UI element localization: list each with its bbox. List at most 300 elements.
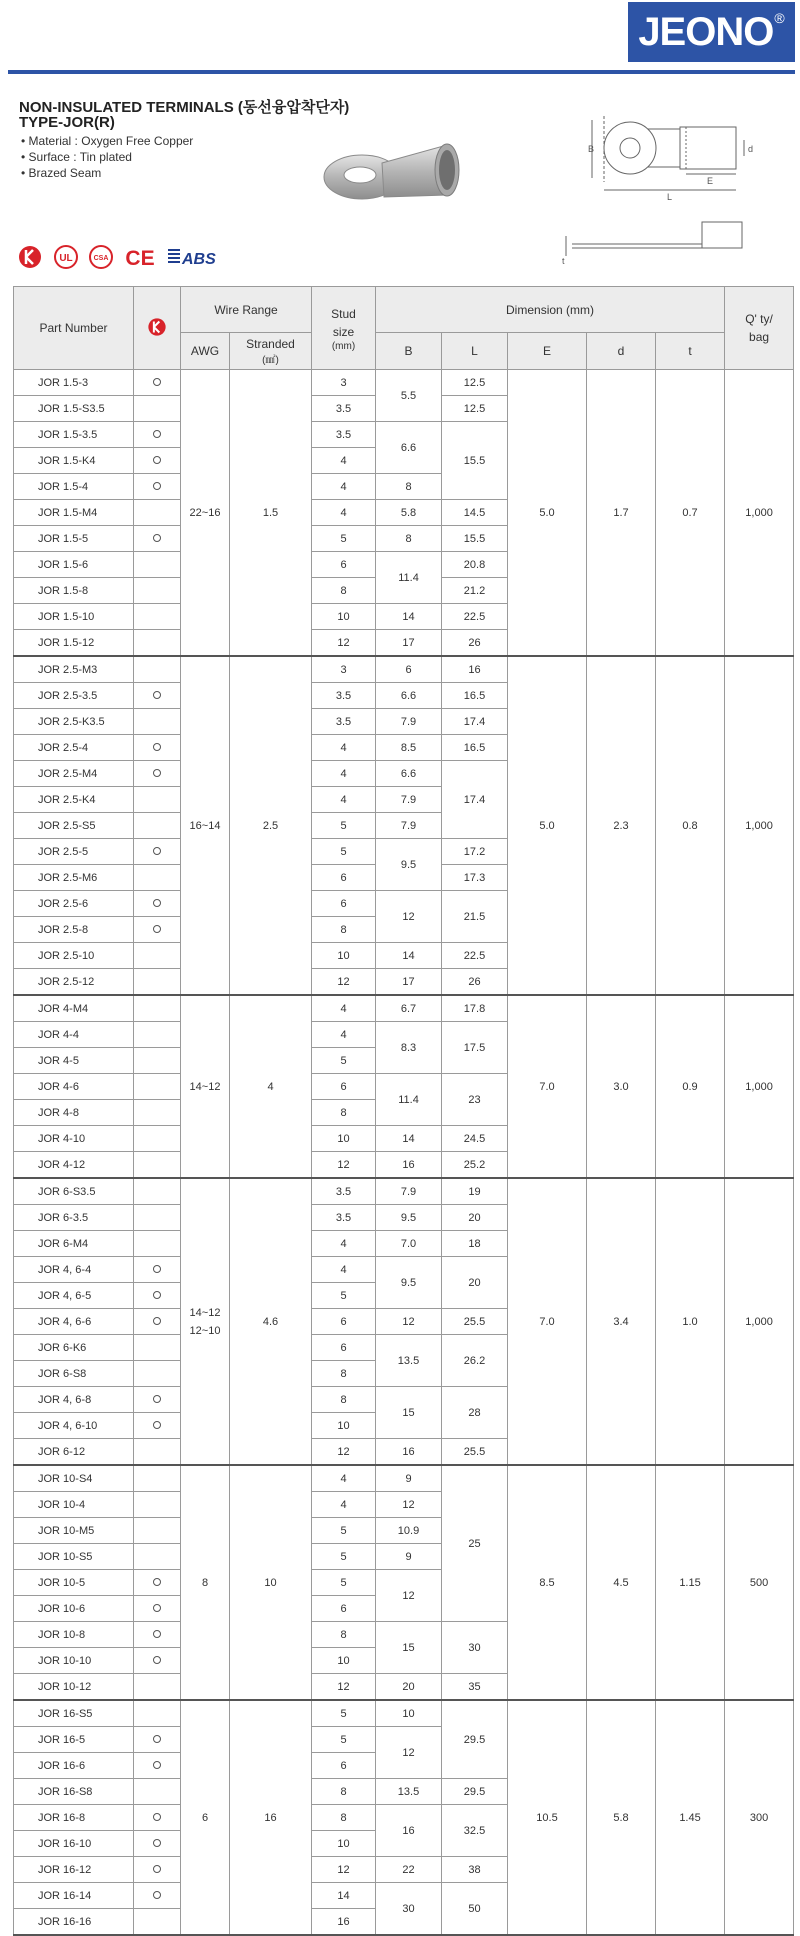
header-kc-mark <box>134 287 181 370</box>
kc-mark-cell <box>134 1805 181 1831</box>
kc-certified-circle-icon <box>153 691 161 699</box>
abs-mark-icon <box>166 244 236 270</box>
dim-L-cell: 25.5 <box>442 1439 508 1466</box>
part-number-cell: JOR 1.5-12 <box>14 630 134 657</box>
stud-size-cell: 10 <box>312 1648 376 1674</box>
dim-L-cell: 17.5 <box>442 1022 508 1074</box>
kc-mark-cell <box>134 1727 181 1753</box>
dim-B-cell: 5.8 <box>376 500 442 526</box>
part-number-cell: JOR 4, 6-6 <box>14 1309 134 1335</box>
part-number-cell: JOR 2.5-M3 <box>14 656 134 683</box>
kc-mark-cell <box>134 500 181 526</box>
ce-mark-icon <box>123 244 157 270</box>
certification-marks <box>16 244 236 270</box>
stud-size-label: Stud size <box>331 306 356 339</box>
kc-certified-circle-icon <box>153 430 161 438</box>
stranded-cell: 2.5 <box>230 656 312 995</box>
dim-B-cell: 7.9 <box>376 709 442 735</box>
kc-certified-circle-icon <box>153 743 161 751</box>
stud-size-cell: 4 <box>312 500 376 526</box>
part-number-cell: JOR 6-M4 <box>14 1231 134 1257</box>
stud-size-cell: 4 <box>312 474 376 500</box>
awg-value: 22~16 <box>189 506 221 519</box>
part-number-cell: JOR 2.5-6 <box>14 891 134 917</box>
dim-B-cell: 10.9 <box>376 1518 442 1544</box>
dim-L-cell: 18 <box>442 1231 508 1257</box>
stud-size-cell: 12 <box>312 969 376 996</box>
page-subtitle: TYPE-JOR(R) <box>19 114 115 131</box>
kc-mark-cell <box>134 370 181 396</box>
kc-mark-cell <box>134 891 181 917</box>
dim-L-cell: 20 <box>442 1257 508 1309</box>
page-title: NON-INSULATED TERMINALS (동선융압착단자) <box>19 99 350 116</box>
kc-mark-cell <box>134 1387 181 1413</box>
part-number-cell: JOR 4-M4 <box>14 995 134 1022</box>
dim-L-cell: 17.3 <box>442 865 508 891</box>
kc-mark-cell <box>134 683 181 709</box>
dim-E-cell: 10.5 <box>508 1700 587 1935</box>
stranded-cell: 1.5 <box>230 370 312 657</box>
stud-size-cell: 6 <box>312 1596 376 1622</box>
dim-B-cell: 7.9 <box>376 1178 442 1205</box>
dim-label-L: L <box>667 192 673 202</box>
terminal-product-image <box>322 135 522 225</box>
dim-L-cell: 30 <box>442 1622 508 1674</box>
kc-mark-icon <box>16 244 44 270</box>
kc-certified-circle-icon <box>153 769 161 777</box>
kc-mark-cell <box>134 630 181 657</box>
table-row <box>14 370 794 396</box>
kc-mark-cell <box>134 1257 181 1283</box>
part-number-cell: JOR 1.5-M4 <box>14 500 134 526</box>
kc-mark-cell <box>134 1126 181 1152</box>
stud-size-cell: 8 <box>312 1779 376 1805</box>
stud-size-cell: 16 <box>312 1909 376 1936</box>
part-number-cell: JOR 10-8 <box>14 1622 134 1648</box>
stud-size-cell: 14 <box>312 1883 376 1909</box>
spec-bullets <box>21 133 193 181</box>
kc-mark-cell <box>134 422 181 448</box>
dim-L-cell: 24.5 <box>442 1126 508 1152</box>
dim-L-cell: 17.2 <box>442 839 508 865</box>
dim-t-cell: 0.8 <box>656 656 725 995</box>
qty-label: Q' ty/ bag <box>745 312 773 344</box>
dim-B-cell: 8 <box>376 526 442 552</box>
kc-mark-cell <box>134 813 181 839</box>
stud-size-cell: 6 <box>312 1335 376 1361</box>
stud-size-cell: 8 <box>312 1622 376 1648</box>
stud-size-cell: 10 <box>312 1831 376 1857</box>
dim-B-cell: 14 <box>376 1126 442 1152</box>
dim-t-cell: 0.7 <box>656 370 725 657</box>
awg-cell <box>181 1178 230 1465</box>
kc-certified-circle-icon <box>153 1761 161 1769</box>
stranded-cell: 4 <box>230 995 312 1178</box>
qty-cell: 500 <box>725 1465 794 1700</box>
kc-certified-circle-icon <box>153 899 161 907</box>
stud-size-cell: 8 <box>312 1100 376 1126</box>
kc-certified-circle-icon <box>153 1865 161 1873</box>
dim-B-cell: 6.7 <box>376 995 442 1022</box>
dim-d-cell: 4.5 <box>587 1465 656 1700</box>
dim-d-cell: 2.3 <box>587 656 656 995</box>
dim-B-cell: 9.5 <box>376 1257 442 1309</box>
part-number-cell: JOR 2.5-10 <box>14 943 134 969</box>
part-number-cell: JOR 16-S5 <box>14 1700 134 1727</box>
part-number-cell: JOR 2.5-S5 <box>14 813 134 839</box>
kc-certified-circle-icon <box>153 482 161 490</box>
header-qty <box>725 287 794 370</box>
ce-mark-text: CE <box>125 247 155 270</box>
stud-size-cell: 6 <box>312 552 376 578</box>
kc-certified-circle-icon <box>153 1291 161 1299</box>
dim-L-cell: 50 <box>442 1883 508 1936</box>
spec-table <box>13 286 794 1936</box>
stud-size-cell: 6 <box>312 865 376 891</box>
dim-label-E: E <box>707 176 714 186</box>
dim-B-cell: 13.5 <box>376 1779 442 1805</box>
ul-mark-text: UL <box>59 253 73 264</box>
part-number-cell: JOR 10-4 <box>14 1492 134 1518</box>
kc-mark-cell <box>134 839 181 865</box>
dim-L-cell: 22.5 <box>442 604 508 630</box>
part-number-cell: JOR 10-S5 <box>14 1544 134 1570</box>
stud-size-cell: 6 <box>312 891 376 917</box>
kc-mark-cell <box>134 1648 181 1674</box>
kc-certified-circle-icon <box>153 1265 161 1273</box>
part-number-cell: JOR 2.5-K4 <box>14 787 134 813</box>
dim-L-cell: 14.5 <box>442 500 508 526</box>
kc-mark-cell <box>134 474 181 500</box>
kc-mark-cell <box>134 969 181 996</box>
kc-mark-cell <box>134 552 181 578</box>
stranded-cell: 4.6 <box>230 1178 312 1465</box>
part-number-cell: JOR 1.5-4 <box>14 474 134 500</box>
header-t: t <box>656 333 725 370</box>
kc-mark-cell <box>134 1596 181 1622</box>
part-number-cell: JOR 16-16 <box>14 1909 134 1936</box>
dim-t-cell: 1.45 <box>656 1700 725 1935</box>
dim-L-cell: 17.8 <box>442 995 508 1022</box>
part-number-cell: JOR 6-3.5 <box>14 1205 134 1231</box>
dim-L-cell: 23 <box>442 1074 508 1126</box>
bullet-material: • Material : Oxygen Free Copper <box>21 133 193 149</box>
dim-B-cell: 7.9 <box>376 787 442 813</box>
stranded-cell: 10 <box>230 1465 312 1700</box>
header-B: B <box>376 333 442 370</box>
stud-size-cell: 4 <box>312 1231 376 1257</box>
kc-mark-cell <box>134 1831 181 1857</box>
header-part-number: Part Number <box>14 287 134 370</box>
dim-L-cell: 22.5 <box>442 943 508 969</box>
kc-certified-circle-icon <box>153 1839 161 1847</box>
kc-mark-cell <box>134 1465 181 1492</box>
dim-t-cell: 1.0 <box>656 1178 725 1465</box>
dim-L-cell: 21.5 <box>442 891 508 943</box>
dim-L-cell: 16.5 <box>442 735 508 761</box>
kc-mark-cell <box>134 1674 181 1701</box>
stud-size-cell: 3.5 <box>312 683 376 709</box>
stud-size-cell: 8 <box>312 1361 376 1387</box>
stud-size-cell: 5 <box>312 1048 376 1074</box>
kc-mark-icon <box>146 316 168 338</box>
qty-cell: 1,000 <box>725 656 794 995</box>
kc-mark-cell <box>134 1909 181 1936</box>
stud-size-cell: 3 <box>312 370 376 396</box>
stud-size-cell: 10 <box>312 943 376 969</box>
dim-L-cell: 15.5 <box>442 526 508 552</box>
stud-size-cell: 4 <box>312 761 376 787</box>
part-number-cell: JOR 1.5-5 <box>14 526 134 552</box>
kc-mark-cell <box>134 1518 181 1544</box>
csa-mark-icon <box>88 244 114 270</box>
stud-size-cell: 5 <box>312 1283 376 1309</box>
stud-size-unit: (mm) <box>331 340 356 352</box>
awg-value: 8 <box>201 1576 209 1589</box>
dim-L-cell: 32.5 <box>442 1805 508 1857</box>
part-number-cell: JOR 2.5-M4 <box>14 761 134 787</box>
stud-size-cell: 12 <box>312 630 376 657</box>
dim-L-cell: 29.5 <box>442 1779 508 1805</box>
stud-size-cell: 8 <box>312 1805 376 1831</box>
kc-mark-cell <box>134 656 181 683</box>
kc-mark-cell <box>134 1205 181 1231</box>
dim-L-cell: 25.5 <box>442 1309 508 1335</box>
table-row <box>14 995 794 1022</box>
dim-L-cell: 21.2 <box>442 578 508 604</box>
kc-mark-cell <box>134 735 181 761</box>
kc-mark-cell <box>134 1857 181 1883</box>
dim-B-cell: 16 <box>376 1152 442 1179</box>
dim-L-cell: 16.5 <box>442 683 508 709</box>
table-row <box>14 1700 794 1727</box>
part-number-cell: JOR 4-12 <box>14 1152 134 1179</box>
part-number-cell: JOR 2.5-K3.5 <box>14 709 134 735</box>
part-number-cell: JOR 2.5-3.5 <box>14 683 134 709</box>
kc-mark-cell <box>134 865 181 891</box>
header-L: L <box>442 333 508 370</box>
kc-certified-circle-icon <box>153 534 161 542</box>
stud-size-cell: 5 <box>312 1544 376 1570</box>
part-number-cell: JOR 1.5-K4 <box>14 448 134 474</box>
part-number-cell: JOR 6-12 <box>14 1439 134 1466</box>
kc-certified-circle-icon <box>153 1656 161 1664</box>
dim-t-cell: 0.9 <box>656 995 725 1178</box>
awg-cell <box>181 656 230 995</box>
dim-L-cell: 29.5 <box>442 1700 508 1779</box>
dim-label-B: B <box>588 144 595 154</box>
dim-L-cell: 28 <box>442 1387 508 1439</box>
part-number-cell: JOR 10-M5 <box>14 1518 134 1544</box>
part-number-cell: JOR 4-4 <box>14 1022 134 1048</box>
dim-B-cell: 9 <box>376 1465 442 1492</box>
dim-B-cell: 8.3 <box>376 1022 442 1074</box>
dim-L-cell: 19 <box>442 1178 508 1205</box>
stud-size-cell: 4 <box>312 1465 376 1492</box>
header-stranded <box>230 333 312 370</box>
kc-mark-cell <box>134 1309 181 1335</box>
dim-B-cell: 12 <box>376 1309 442 1335</box>
kc-mark-cell <box>134 1492 181 1518</box>
part-number-cell: JOR 4-8 <box>14 1100 134 1126</box>
dim-L-cell: 26 <box>442 969 508 996</box>
header-E: E <box>508 333 587 370</box>
kc-mark-cell <box>134 1335 181 1361</box>
technical-drawing <box>562 112 762 272</box>
part-number-cell: JOR 16-6 <box>14 1753 134 1779</box>
stud-size-cell: 4 <box>312 995 376 1022</box>
dim-B-cell: 14 <box>376 604 442 630</box>
header-d: d <box>587 333 656 370</box>
part-number-cell: JOR 2.5-8 <box>14 917 134 943</box>
kc-mark-cell <box>134 917 181 943</box>
kc-mark-cell <box>134 943 181 969</box>
dim-B-cell: 6 <box>376 656 442 683</box>
stud-size-cell: 5 <box>312 1570 376 1596</box>
stud-size-cell: 5 <box>312 526 376 552</box>
kc-mark-cell <box>134 1152 181 1179</box>
part-number-cell: JOR 16-10 <box>14 1831 134 1857</box>
part-number-cell: JOR 4-5 <box>14 1048 134 1074</box>
dim-B-cell: 17 <box>376 969 442 996</box>
dim-B-cell: 15 <box>376 1622 442 1674</box>
kc-mark-cell <box>134 526 181 552</box>
awg-value: 14~12 12~10 <box>189 1306 221 1337</box>
part-number-cell: JOR 4, 6-5 <box>14 1283 134 1309</box>
kc-mark-cell <box>134 1100 181 1126</box>
stranded-cell: 16 <box>230 1700 312 1935</box>
stud-size-cell: 10 <box>312 604 376 630</box>
part-number-cell: JOR 6-K6 <box>14 1335 134 1361</box>
kc-certified-circle-icon <box>153 1578 161 1586</box>
stud-size-cell: 3.5 <box>312 396 376 422</box>
kc-mark-cell <box>134 787 181 813</box>
dim-L-cell: 26.2 <box>442 1335 508 1387</box>
bullet-surface: • Surface : Tin plated <box>21 149 193 165</box>
part-number-cell: JOR 1.5-6 <box>14 552 134 578</box>
part-number-cell: JOR 1.5-S3.5 <box>14 396 134 422</box>
stud-size-cell: 5 <box>312 813 376 839</box>
dim-B-cell: 8 <box>376 474 442 500</box>
dim-B-cell: 12 <box>376 891 442 943</box>
part-number-cell: JOR 4-10 <box>14 1126 134 1152</box>
brand-name: JEONO <box>638 9 774 54</box>
table-row <box>14 656 794 683</box>
stud-size-cell: 12 <box>312 1857 376 1883</box>
kc-mark-cell <box>134 1283 181 1309</box>
dim-E-cell: 8.5 <box>508 1465 587 1700</box>
part-number-cell: JOR 10-5 <box>14 1570 134 1596</box>
dim-B-cell: 9 <box>376 1544 442 1570</box>
dim-L-cell: 25 <box>442 1465 508 1622</box>
header-awg: AWG <box>181 333 230 370</box>
dim-L-cell: 20 <box>442 1205 508 1231</box>
ul-mark-icon <box>53 244 79 270</box>
stud-size-cell: 4 <box>312 1257 376 1283</box>
kc-certified-circle-icon <box>153 847 161 855</box>
dim-L-cell: 35 <box>442 1674 508 1701</box>
kc-certified-circle-icon <box>153 1421 161 1429</box>
part-number-cell: JOR 4, 6-8 <box>14 1387 134 1413</box>
stud-size-cell: 5 <box>312 1518 376 1544</box>
dim-label-t: t <box>562 256 565 266</box>
stud-size-cell: 4 <box>312 1022 376 1048</box>
dim-B-cell: 22 <box>376 1857 442 1883</box>
part-number-cell: JOR 2.5-4 <box>14 735 134 761</box>
stud-size-cell: 10 <box>312 1126 376 1152</box>
dim-L-cell: 20.8 <box>442 552 508 578</box>
part-number-cell: JOR 10-6 <box>14 1596 134 1622</box>
dim-B-cell: 8.5 <box>376 735 442 761</box>
part-number-cell: JOR 4, 6-10 <box>14 1413 134 1439</box>
part-number-cell: JOR 1.5-3 <box>14 370 134 396</box>
registered-mark: ® <box>774 10 785 26</box>
kc-mark-cell <box>134 761 181 787</box>
kc-mark-cell <box>134 1753 181 1779</box>
dim-B-cell: 6.6 <box>376 422 442 474</box>
dim-d-cell: 3.0 <box>587 995 656 1178</box>
stud-size-cell: 10 <box>312 1413 376 1439</box>
dim-B-cell: 20 <box>376 1674 442 1701</box>
dim-L-cell: 12.5 <box>442 396 508 422</box>
kc-certified-circle-icon <box>153 925 161 933</box>
kc-mark-cell <box>134 1439 181 1466</box>
dim-B-cell: 11.4 <box>376 1074 442 1126</box>
part-number-cell: JOR 16-8 <box>14 1805 134 1831</box>
dim-B-cell: 17 <box>376 630 442 657</box>
dim-B-cell: 7.0 <box>376 1231 442 1257</box>
stud-size-cell: 5 <box>312 1727 376 1753</box>
table-row <box>14 1465 794 1492</box>
kc-mark-cell <box>134 396 181 422</box>
table-row <box>14 1178 794 1205</box>
dim-L-cell: 38 <box>442 1857 508 1883</box>
kc-certified-circle-icon <box>153 1891 161 1899</box>
kc-mark-cell <box>134 604 181 630</box>
kc-certified-circle-icon <box>153 1317 161 1325</box>
kc-mark-cell <box>134 1883 181 1909</box>
header-wire-range: Wire Range <box>181 287 312 333</box>
dim-B-cell: 12 <box>376 1727 442 1779</box>
qty-cell: 300 <box>725 1700 794 1935</box>
dim-B-cell: 11.4 <box>376 552 442 604</box>
kc-certified-circle-icon <box>153 378 161 386</box>
awg-cell <box>181 1465 230 1700</box>
part-number-cell: JOR 16-S8 <box>14 1779 134 1805</box>
kc-mark-cell <box>134 1074 181 1100</box>
kc-certified-circle-icon <box>153 1630 161 1638</box>
stud-size-cell: 5 <box>312 1700 376 1727</box>
stud-size-cell: 3.5 <box>312 422 376 448</box>
stud-size-cell: 4 <box>312 787 376 813</box>
dim-E-cell: 7.0 <box>508 1178 587 1465</box>
stud-size-cell: 4 <box>312 448 376 474</box>
dim-B-cell: 6.6 <box>376 761 442 787</box>
stud-size-cell: 8 <box>312 578 376 604</box>
dim-d-cell: 5.8 <box>587 1700 656 1935</box>
dim-L-cell: 15.5 <box>442 422 508 500</box>
part-number-cell: JOR 4, 6-4 <box>14 1257 134 1283</box>
qty-cell: 1,000 <box>725 995 794 1178</box>
dim-B-cell: 9.5 <box>376 1205 442 1231</box>
dim-label-d: d <box>748 144 754 154</box>
part-number-cell: JOR 4-6 <box>14 1074 134 1100</box>
dim-L-cell: 26 <box>442 630 508 657</box>
stud-size-cell: 4 <box>312 1492 376 1518</box>
dim-L-cell: 17.4 <box>442 709 508 735</box>
dim-B-cell: 9.5 <box>376 839 442 891</box>
part-number-cell: JOR 2.5-5 <box>14 839 134 865</box>
